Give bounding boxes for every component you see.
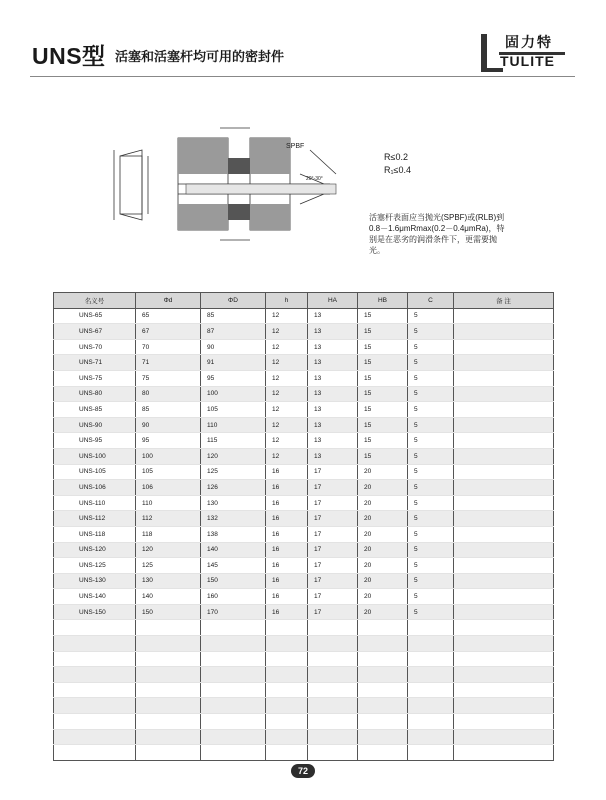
page-header bbox=[0, 0, 606, 80]
table-cell: 17 bbox=[308, 542, 358, 558]
table-cell bbox=[408, 667, 454, 683]
page-title: UNS型 bbox=[32, 43, 106, 69]
table-row bbox=[54, 370, 554, 386]
column-header: 名义号 bbox=[54, 293, 136, 309]
table-cell bbox=[136, 620, 201, 636]
table-cell bbox=[454, 339, 554, 355]
table-cell bbox=[408, 698, 454, 714]
table-cell bbox=[454, 745, 554, 761]
logo-english-name: TULITE bbox=[500, 53, 555, 69]
table-cell bbox=[454, 370, 554, 386]
table-cell bbox=[136, 745, 201, 761]
table-cell bbox=[454, 324, 554, 340]
table-row bbox=[54, 620, 554, 636]
radius-r1-spec: R₁≤0.4 bbox=[384, 165, 411, 175]
table-cell bbox=[454, 573, 554, 589]
column-header: HB bbox=[358, 293, 408, 309]
table-cell: 5 bbox=[408, 417, 454, 433]
table-cell bbox=[54, 636, 136, 652]
table-cell: 5 bbox=[408, 324, 454, 340]
table-row bbox=[54, 714, 554, 730]
table-cell: 16 bbox=[266, 542, 308, 558]
table-cell: 20 bbox=[358, 542, 408, 558]
table-cell bbox=[454, 558, 554, 574]
table-cell: 12 bbox=[266, 402, 308, 418]
table-cell bbox=[266, 682, 308, 698]
table-cell: 120 bbox=[136, 542, 201, 558]
table-cell: 5 bbox=[408, 370, 454, 386]
table-cell bbox=[358, 714, 408, 730]
table-cell: 20 bbox=[358, 604, 408, 620]
table-cell bbox=[454, 604, 554, 620]
table-cell: 12 bbox=[266, 339, 308, 355]
table-cell: 15 bbox=[358, 370, 408, 386]
table-cell: 17 bbox=[308, 480, 358, 496]
table-cell bbox=[266, 729, 308, 745]
table-row bbox=[54, 495, 554, 511]
table-cell bbox=[136, 698, 201, 714]
table-cell: 5 bbox=[408, 433, 454, 449]
dimension-table bbox=[53, 292, 554, 761]
table-cell: UNS-112 bbox=[54, 511, 136, 527]
table-cell bbox=[201, 620, 266, 636]
table-cell bbox=[454, 698, 554, 714]
table-cell bbox=[308, 682, 358, 698]
table-cell: 5 bbox=[408, 573, 454, 589]
table-cell bbox=[454, 589, 554, 605]
table-cell: UNS-65 bbox=[54, 308, 136, 324]
table-cell bbox=[408, 651, 454, 667]
table-cell bbox=[358, 729, 408, 745]
table-cell bbox=[454, 526, 554, 542]
table-cell bbox=[136, 682, 201, 698]
table-row bbox=[54, 604, 554, 620]
table-cell bbox=[408, 682, 454, 698]
table-cell bbox=[454, 386, 554, 402]
table-cell: UNS-118 bbox=[54, 526, 136, 542]
table-cell bbox=[454, 620, 554, 636]
table-cell: 5 bbox=[408, 526, 454, 542]
table-cell: 12 bbox=[266, 370, 308, 386]
table-cell: 65 bbox=[136, 308, 201, 324]
table-cell: 12 bbox=[266, 448, 308, 464]
table-cell bbox=[308, 636, 358, 652]
table-cell: 13 bbox=[308, 448, 358, 464]
table-row bbox=[54, 433, 554, 449]
spbf-label: SPBF bbox=[286, 143, 305, 150]
table-cell: 15 bbox=[358, 417, 408, 433]
table-cell: 16 bbox=[266, 511, 308, 527]
table-row bbox=[54, 386, 554, 402]
table-cell: 90 bbox=[136, 417, 201, 433]
table-cell: 5 bbox=[408, 464, 454, 480]
table-cell bbox=[454, 433, 554, 449]
table-row bbox=[54, 573, 554, 589]
table-row bbox=[54, 417, 554, 433]
table-cell: 13 bbox=[308, 370, 358, 386]
table-cell bbox=[408, 714, 454, 730]
table-row bbox=[54, 729, 554, 745]
table-cell: 5 bbox=[408, 495, 454, 511]
page-subtitle: 活塞和活塞杆均可用的密封件 bbox=[115, 49, 285, 64]
table-cell bbox=[266, 636, 308, 652]
table-cell: 20 bbox=[358, 573, 408, 589]
table-cell bbox=[408, 729, 454, 745]
column-header: ΦD bbox=[201, 293, 266, 309]
table-cell bbox=[266, 745, 308, 761]
table-cell: 125 bbox=[136, 558, 201, 574]
table-cell: 13 bbox=[308, 417, 358, 433]
table-cell: 5 bbox=[408, 511, 454, 527]
table-cell: 91 bbox=[201, 355, 266, 371]
table-cell: UNS-106 bbox=[54, 480, 136, 496]
table-cell: UNS-70 bbox=[54, 339, 136, 355]
table-header bbox=[54, 293, 554, 309]
table-row bbox=[54, 355, 554, 371]
table-cell: 17 bbox=[308, 495, 358, 511]
table-cell: 160 bbox=[201, 589, 266, 605]
table-cell: 5 bbox=[408, 402, 454, 418]
table-row bbox=[54, 339, 554, 355]
table-cell: 100 bbox=[201, 386, 266, 402]
table-cell bbox=[266, 698, 308, 714]
table-cell: 12 bbox=[266, 417, 308, 433]
table-row bbox=[54, 698, 554, 714]
table-cell: 16 bbox=[266, 526, 308, 542]
table-cell bbox=[454, 308, 554, 324]
table-cell: 16 bbox=[266, 573, 308, 589]
table-cell: 5 bbox=[408, 480, 454, 496]
table-cell: 13 bbox=[308, 339, 358, 355]
table-cell: 20 bbox=[358, 480, 408, 496]
table-cell: 13 bbox=[308, 433, 358, 449]
table-cell: UNS-105 bbox=[54, 464, 136, 480]
table-row bbox=[54, 636, 554, 652]
table-cell: 130 bbox=[136, 573, 201, 589]
table-row bbox=[54, 324, 554, 340]
table-cell bbox=[308, 667, 358, 683]
table-cell bbox=[408, 620, 454, 636]
table-row bbox=[54, 745, 554, 761]
table-cell: UNS-80 bbox=[54, 386, 136, 402]
table-row bbox=[54, 511, 554, 527]
table-cell bbox=[454, 417, 554, 433]
table-cell bbox=[454, 511, 554, 527]
column-header: C bbox=[408, 293, 454, 309]
table-row bbox=[54, 542, 554, 558]
table-cell: 70 bbox=[136, 339, 201, 355]
table-cell: 16 bbox=[266, 558, 308, 574]
surface-finish-note: 活塞杆表面应当抛光(SPBF)或(RLB)到0.8－1.6μmRmax(0.2－0.4μmRa)，特别是在恶劣的润滑条件下，更需要抛光。 bbox=[369, 213, 505, 255]
table-cell bbox=[201, 698, 266, 714]
table-cell: 17 bbox=[308, 558, 358, 574]
table-cell: UNS-130 bbox=[54, 573, 136, 589]
table-cell: 85 bbox=[201, 308, 266, 324]
table-cell: 20 bbox=[358, 464, 408, 480]
table-cell: 17 bbox=[308, 573, 358, 589]
table-cell: 95 bbox=[201, 370, 266, 386]
table-cell bbox=[308, 620, 358, 636]
table-cell bbox=[54, 698, 136, 714]
table-cell: 145 bbox=[201, 558, 266, 574]
table-cell: 5 bbox=[408, 386, 454, 402]
table-cell: 20 bbox=[358, 558, 408, 574]
table-cell: 105 bbox=[201, 402, 266, 418]
table-cell bbox=[54, 714, 136, 730]
table-cell: 16 bbox=[266, 604, 308, 620]
table-cell: 13 bbox=[308, 386, 358, 402]
table-cell: 16 bbox=[266, 495, 308, 511]
table-cell: UNS-75 bbox=[54, 370, 136, 386]
table-cell: 140 bbox=[201, 542, 266, 558]
table-cell bbox=[358, 636, 408, 652]
table-cell: 13 bbox=[308, 355, 358, 371]
table-cell: 5 bbox=[408, 448, 454, 464]
table-cell bbox=[201, 651, 266, 667]
table-cell: UNS-100 bbox=[54, 448, 136, 464]
table-cell bbox=[136, 714, 201, 730]
table-cell: 140 bbox=[136, 589, 201, 605]
table-cell bbox=[454, 729, 554, 745]
table-cell: 150 bbox=[201, 573, 266, 589]
table-row bbox=[54, 448, 554, 464]
table-cell bbox=[54, 667, 136, 683]
table-cell: 15 bbox=[358, 339, 408, 355]
table-cell: 16 bbox=[266, 589, 308, 605]
table-cell: 17 bbox=[308, 464, 358, 480]
table-cell: 5 bbox=[408, 339, 454, 355]
table-cell bbox=[454, 355, 554, 371]
table-cell: UNS-85 bbox=[54, 402, 136, 418]
table-row bbox=[54, 308, 554, 324]
angle-label: 20°-30° bbox=[306, 176, 323, 182]
table-cell bbox=[454, 480, 554, 496]
table-cell bbox=[454, 495, 554, 511]
table-row bbox=[54, 402, 554, 418]
table-cell: 125 bbox=[201, 464, 266, 480]
table-cell: UNS-125 bbox=[54, 558, 136, 574]
table-cell bbox=[454, 682, 554, 698]
table-body bbox=[54, 308, 554, 760]
table-cell bbox=[454, 636, 554, 652]
table-cell: 126 bbox=[201, 480, 266, 496]
table-cell bbox=[54, 651, 136, 667]
table-cell bbox=[454, 651, 554, 667]
table-cell bbox=[54, 620, 136, 636]
table-row bbox=[54, 526, 554, 542]
table-cell bbox=[358, 667, 408, 683]
table-cell: 170 bbox=[201, 604, 266, 620]
table-cell bbox=[266, 651, 308, 667]
table-cell: 12 bbox=[266, 433, 308, 449]
table-cell: 17 bbox=[308, 526, 358, 542]
table-cell: 20 bbox=[358, 526, 408, 542]
table-row bbox=[54, 480, 554, 496]
table-cell: 15 bbox=[358, 433, 408, 449]
table-cell: 15 bbox=[358, 355, 408, 371]
table-cell: 130 bbox=[201, 495, 266, 511]
column-header: 备 注 bbox=[454, 293, 554, 309]
table-cell: 17 bbox=[308, 589, 358, 605]
logo-chinese-name: 固力特 bbox=[505, 35, 553, 51]
table-cell: 80 bbox=[136, 386, 201, 402]
table-cell bbox=[358, 620, 408, 636]
table-cell: 67 bbox=[136, 324, 201, 340]
table-cell bbox=[266, 620, 308, 636]
table-cell: 75 bbox=[136, 370, 201, 386]
table-cell bbox=[358, 651, 408, 667]
table-cell: 87 bbox=[201, 324, 266, 340]
table-cell bbox=[54, 682, 136, 698]
table-cell: 20 bbox=[358, 511, 408, 527]
table-cell: UNS-140 bbox=[54, 589, 136, 605]
table-cell: UNS-71 bbox=[54, 355, 136, 371]
column-header: HA bbox=[308, 293, 358, 309]
table-cell: 5 bbox=[408, 308, 454, 324]
table-cell: 17 bbox=[308, 604, 358, 620]
table-cell bbox=[201, 745, 266, 761]
column-header: h bbox=[266, 293, 308, 309]
table-cell: UNS-150 bbox=[54, 604, 136, 620]
table-cell: 15 bbox=[358, 402, 408, 418]
table-cell: 5 bbox=[408, 589, 454, 605]
table-row bbox=[54, 464, 554, 480]
table-cell bbox=[308, 651, 358, 667]
table-cell bbox=[454, 667, 554, 683]
table-cell bbox=[136, 636, 201, 652]
table-cell bbox=[454, 714, 554, 730]
seal-installation-diagram bbox=[100, 120, 360, 250]
table-cell bbox=[454, 402, 554, 418]
table-cell: 110 bbox=[136, 495, 201, 511]
table-cell: 15 bbox=[358, 324, 408, 340]
table-cell bbox=[266, 714, 308, 730]
table-cell: 5 bbox=[408, 558, 454, 574]
radius-r-spec: R≤0.2 bbox=[384, 152, 408, 162]
table-cell bbox=[308, 698, 358, 714]
table-cell: UNS-120 bbox=[54, 542, 136, 558]
table-cell bbox=[201, 682, 266, 698]
table-cell: 12 bbox=[266, 355, 308, 371]
table-cell bbox=[136, 667, 201, 683]
table-cell: 20 bbox=[358, 589, 408, 605]
table-row bbox=[54, 651, 554, 667]
table-cell: 13 bbox=[308, 324, 358, 340]
table-row bbox=[54, 558, 554, 574]
table-cell: 12 bbox=[266, 386, 308, 402]
table-cell: 16 bbox=[266, 464, 308, 480]
table-cell: 16 bbox=[266, 480, 308, 496]
table-cell: 5 bbox=[408, 604, 454, 620]
table-cell: 71 bbox=[136, 355, 201, 371]
table-cell bbox=[136, 651, 201, 667]
table-cell bbox=[408, 745, 454, 761]
table-cell: 150 bbox=[136, 604, 201, 620]
table-cell: UNS-95 bbox=[54, 433, 136, 449]
table-row bbox=[54, 589, 554, 605]
table-cell: UNS-110 bbox=[54, 495, 136, 511]
table-row bbox=[54, 682, 554, 698]
table-cell bbox=[201, 636, 266, 652]
table-cell: 118 bbox=[136, 526, 201, 542]
table-cell: 120 bbox=[201, 448, 266, 464]
table-cell: 138 bbox=[201, 526, 266, 542]
table-cell bbox=[201, 667, 266, 683]
table-cell: 115 bbox=[201, 433, 266, 449]
table-cell: 15 bbox=[358, 308, 408, 324]
table-cell: 95 bbox=[136, 433, 201, 449]
table-cell: 132 bbox=[201, 511, 266, 527]
table-cell bbox=[308, 745, 358, 761]
table-cell: 90 bbox=[201, 339, 266, 355]
table-cell bbox=[201, 714, 266, 730]
table-cell bbox=[201, 729, 266, 745]
table-cell: 12 bbox=[266, 308, 308, 324]
table-cell: UNS-90 bbox=[54, 417, 136, 433]
table-cell: 13 bbox=[308, 402, 358, 418]
table-cell: 100 bbox=[136, 448, 201, 464]
table-cell bbox=[266, 667, 308, 683]
page-number: 72 bbox=[291, 764, 315, 778]
table-cell: 85 bbox=[136, 402, 201, 418]
table-cell: 15 bbox=[358, 448, 408, 464]
table-cell bbox=[136, 729, 201, 745]
table-cell bbox=[454, 448, 554, 464]
table-cell: 13 bbox=[308, 308, 358, 324]
table-cell: 106 bbox=[136, 480, 201, 496]
table-cell bbox=[358, 698, 408, 714]
table-cell bbox=[308, 714, 358, 730]
table-cell: 5 bbox=[408, 542, 454, 558]
table-cell: 20 bbox=[358, 495, 408, 511]
header-divider bbox=[30, 76, 575, 77]
table-cell: 12 bbox=[266, 324, 308, 340]
table-cell bbox=[54, 745, 136, 761]
table-cell: 105 bbox=[136, 464, 201, 480]
table-cell: 110 bbox=[201, 417, 266, 433]
table-cell bbox=[454, 542, 554, 558]
table-row bbox=[54, 667, 554, 683]
table-cell: UNS-67 bbox=[54, 324, 136, 340]
table-cell bbox=[54, 729, 136, 745]
column-header: Φd bbox=[136, 293, 201, 309]
table-cell bbox=[408, 636, 454, 652]
table-cell: 5 bbox=[408, 355, 454, 371]
table-cell bbox=[454, 464, 554, 480]
table-cell bbox=[358, 745, 408, 761]
table-cell: 17 bbox=[308, 511, 358, 527]
table-cell: 112 bbox=[136, 511, 201, 527]
table-cell bbox=[308, 729, 358, 745]
table-cell: 15 bbox=[358, 386, 408, 402]
table-cell bbox=[358, 682, 408, 698]
